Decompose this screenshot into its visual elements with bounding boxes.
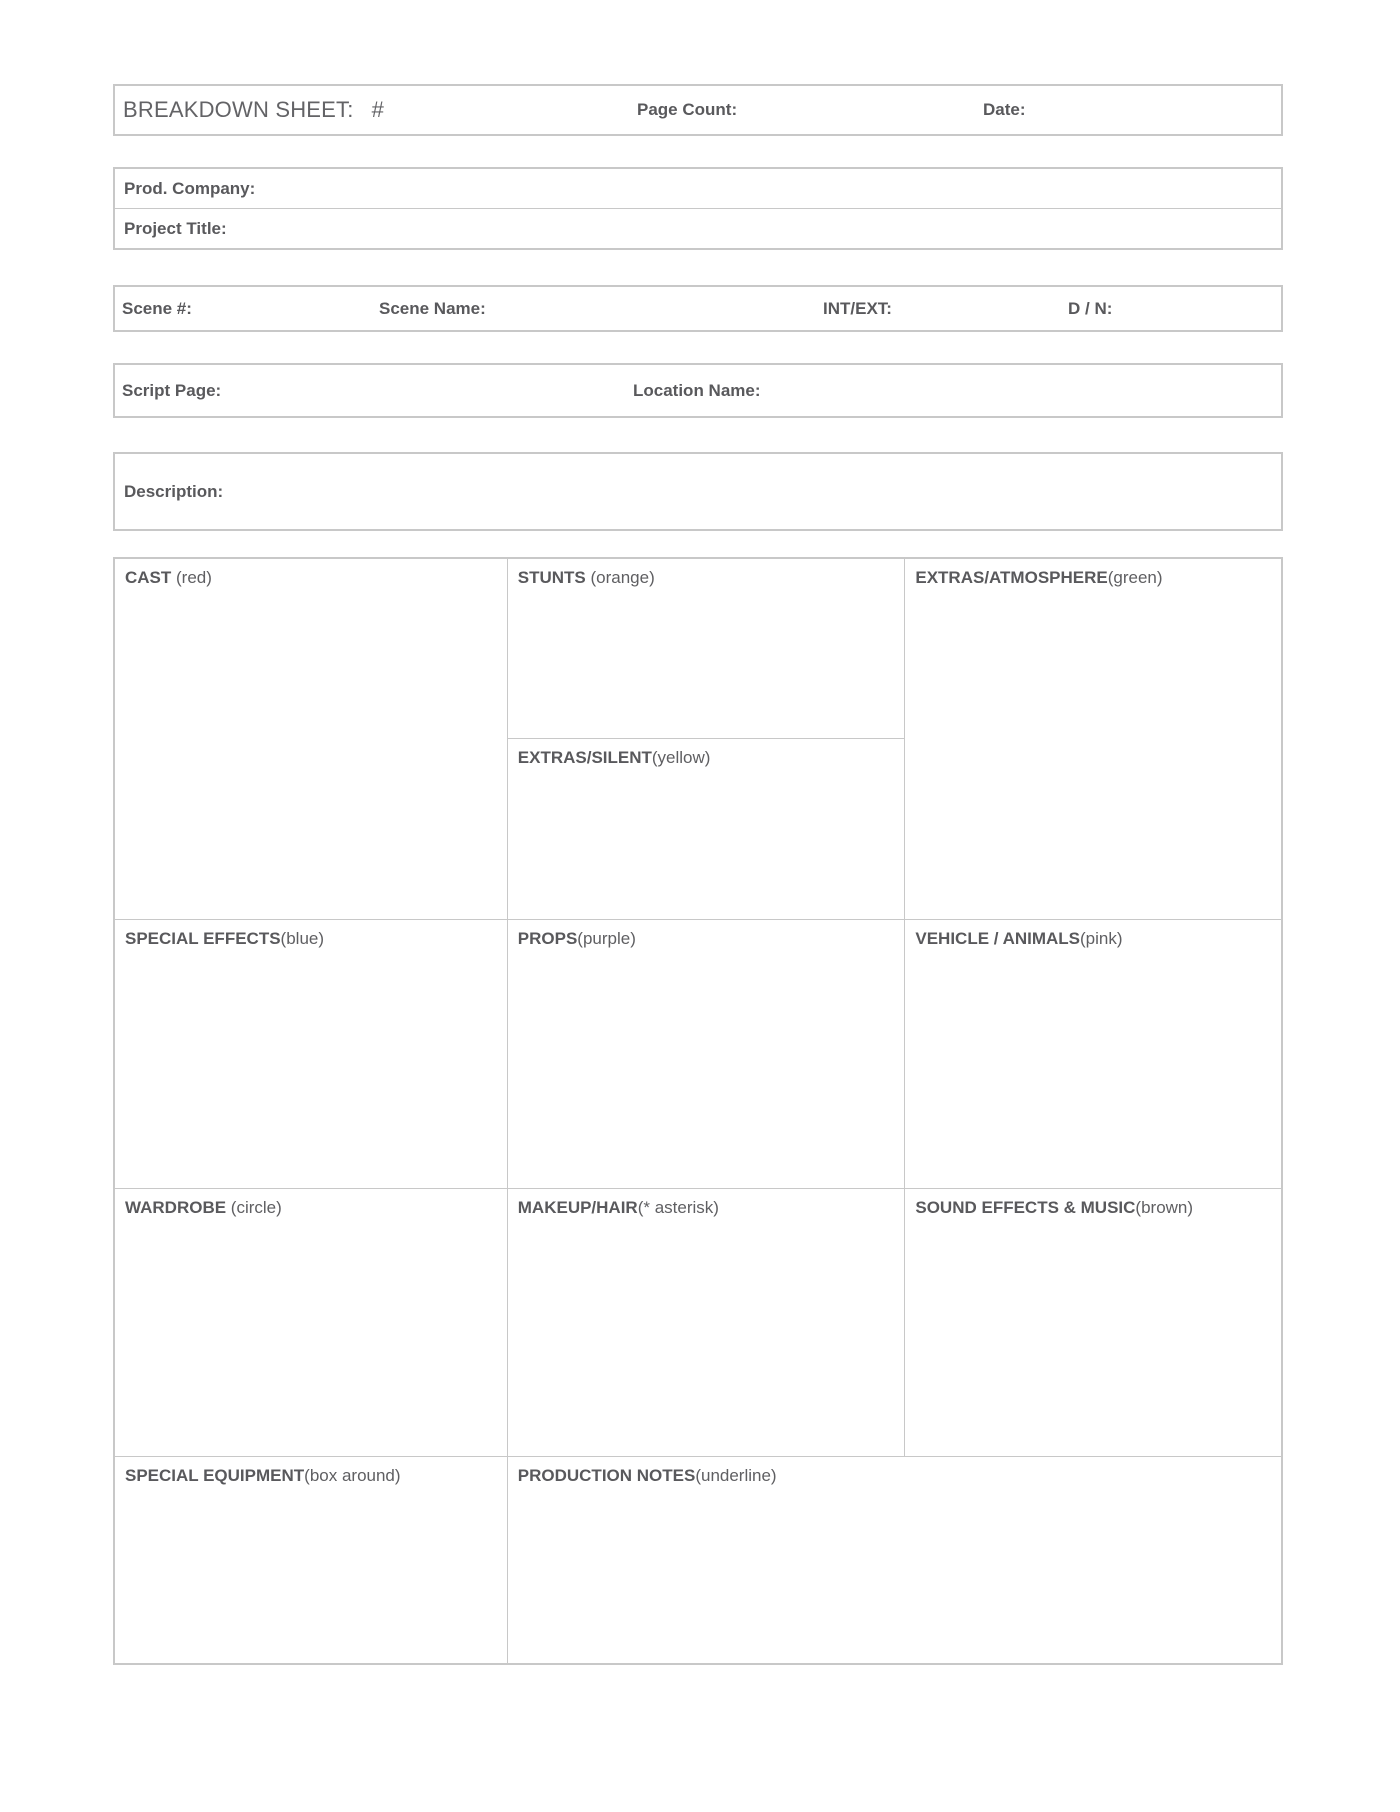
scene-number-label: Scene #:	[122, 298, 192, 318]
production-notes-cell[interactable]	[507, 1456, 1281, 1663]
props-label: PROPS(purple)	[517, 929, 636, 948]
sound-effects-music-label: SOUND EFFECTS & MUSIC(brown)	[915, 1198, 1194, 1217]
description-field[interactable]	[113, 452, 1283, 531]
description-label: Description:	[124, 481, 224, 501]
extras-silent-cell[interactable]	[507, 738, 905, 919]
location-name-label: Location Name:	[633, 380, 761, 400]
cast-label: CAST (red)	[125, 568, 212, 587]
stunts-label: STUNTS (orange)	[517, 568, 655, 587]
prod-company-field[interactable]	[115, 169, 1281, 209]
vehicle-animals-label: VEHICLE / ANIMALS(pink)	[915, 929, 1123, 948]
special-effects-label: SPECIAL EFFECTS(blue)	[125, 929, 325, 948]
special-equipment-cell[interactable]	[115, 1456, 507, 1663]
cast-cell[interactable]	[115, 559, 507, 919]
special-effects-cell[interactable]	[115, 919, 507, 1188]
makeup-hair-label: MAKEUP/HAIR(* asterisk)	[517, 1198, 719, 1217]
extras-silent-label: EXTRAS/SILENT(yellow)	[517, 748, 711, 767]
page-count-label: Page Count:	[637, 100, 738, 119]
extras-atmosphere-cell[interactable]	[904, 559, 1281, 919]
production-notes-label: PRODUCTION NOTES(underline)	[517, 1466, 777, 1485]
stunts-cell[interactable]	[507, 559, 905, 738]
int-ext-label: INT/EXT:	[823, 298, 892, 318]
special-equipment-label: SPECIAL EQUIPMENT(box around)	[125, 1466, 401, 1485]
day-night-label: D / N:	[1068, 298, 1113, 318]
header-box	[113, 84, 1283, 136]
breakdown-sheet	[113, 84, 1283, 1665]
script-location-box[interactable]	[113, 363, 1283, 418]
sheet-title: BREAKDOWN SHEET:	[123, 97, 354, 122]
sound-effects-music-cell[interactable]	[904, 1188, 1281, 1456]
props-cell[interactable]	[507, 919, 905, 1188]
scene-info-box[interactable]	[113, 285, 1283, 332]
breakdown-grid	[113, 557, 1283, 1665]
scene-name-label: Scene Name:	[379, 298, 486, 318]
vehicle-animals-cell[interactable]	[904, 919, 1281, 1188]
prod-company-label: Prod. Company:	[124, 178, 256, 198]
extras-atmosphere-label: EXTRAS/ATMOSPHERE(green)	[915, 568, 1163, 587]
sheet-number-symbol: #	[371, 97, 384, 122]
makeup-hair-cell[interactable]	[507, 1188, 905, 1456]
wardrobe-cell[interactable]	[115, 1188, 507, 1456]
project-title-label: Project Title:	[124, 218, 227, 238]
wardrobe-label: WARDROBE (circle)	[125, 1198, 282, 1217]
project-title-field[interactable]	[115, 209, 1281, 248]
date-label: Date:	[983, 100, 1026, 119]
company-project-box	[113, 167, 1283, 250]
script-page-label: Script Page:	[122, 380, 222, 400]
